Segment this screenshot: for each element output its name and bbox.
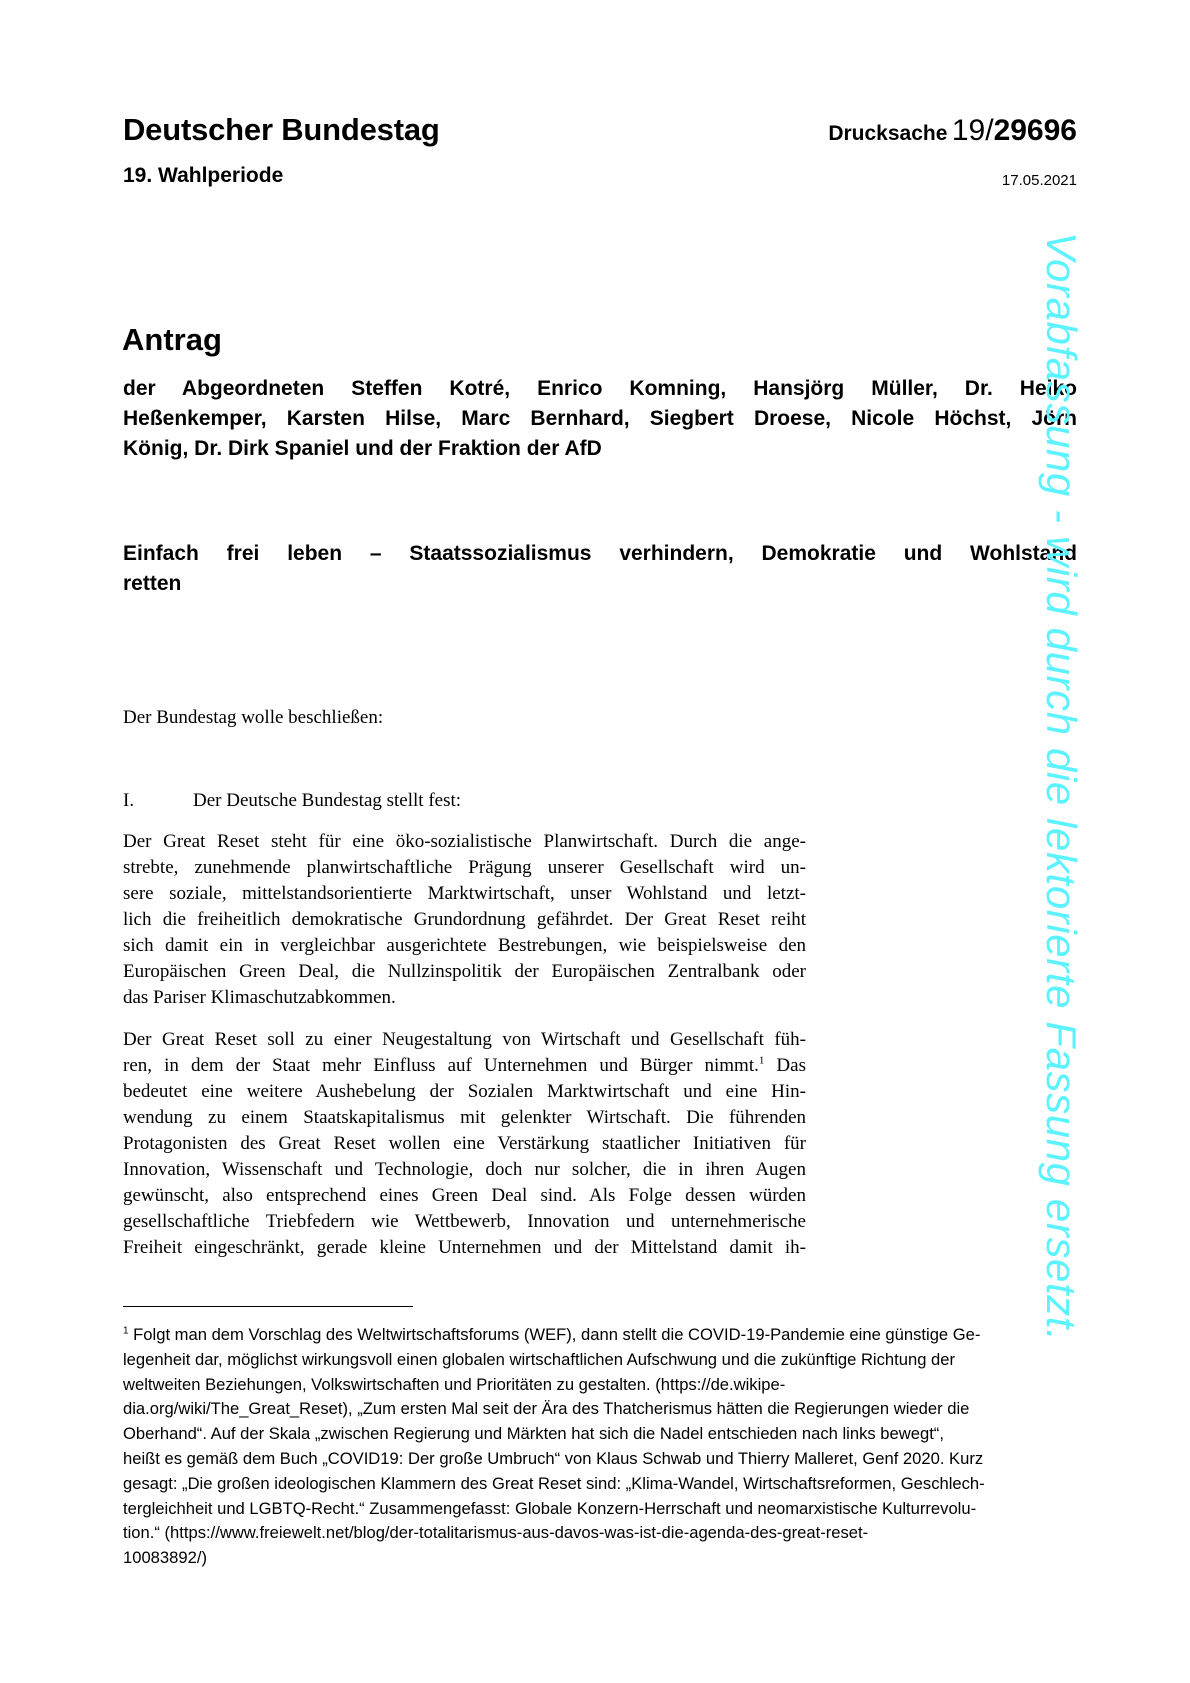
footnote-line: legenheit dar, möglichst wirkungsvoll einen globalen wirtschaftlichen Aufschwung und die zukünftige Richtung der xyxy=(123,1349,956,1369)
footnote-line: gesagt: „Die großen ideologischen Klammern des Great Reset sind: „Klima-Wandel, Wirtschaftsreformen, Geschlech- xyxy=(123,1473,985,1493)
footnote-separator xyxy=(123,1306,413,1307)
paragraph-line: lich die freiheitlich demokratische Grundordnung gefährdet. Der Great Reset reiht xyxy=(123,909,806,930)
drucksache-label: Drucksache xyxy=(828,122,948,145)
footnote xyxy=(123,1323,1063,1571)
motion-title-line: retten xyxy=(123,572,182,595)
paragraph-line: sere soziale, mittelstandsorientierte Marktwirtschaft, unser Wohlstand und letzt- xyxy=(123,883,806,904)
paragraph xyxy=(123,1027,806,1261)
paragraph-line-text: ren, in dem der Staat mehr Einfluss auf Unternehmen und Bürger nimmt. xyxy=(123,1055,759,1076)
authors-line: Heßenkemper, Karsten Hilse, Marc Bernhard, Siegbert Droese, Nicole Höchst, Jörn xyxy=(123,407,1077,430)
legislative-period: 19. Wahlperiode xyxy=(123,164,284,187)
footnote-line[interactable]: tion.“ (https://www.freiewelt.net/blog/der-totalitarismus-aus-davos-was-ist-die-agenda-des-great-reset- xyxy=(123,1523,869,1543)
paragraph-line: strebte, zunehmende planwirtschaftliche Prägung unserer Gesellschaft wird un- xyxy=(123,857,806,878)
footnote-line: heißt es gemäß dem Buch „COVID19: Der große Umbruch“ von Klaus Schwab und Thierry Malleret, Genf 2020. Kurz xyxy=(123,1448,984,1468)
paragraph-line: bedeutet eine weitere Aushebelung der Sozialen Marktwirtschaft und eine Hin- xyxy=(123,1081,806,1102)
document-type-heading: Antrag xyxy=(122,322,222,357)
motion-title-line: Einfach frei leben – Staatssozialismus verhindern, Demokratie und Wohlstand xyxy=(123,542,1077,565)
drucksache-prefix: 19/ xyxy=(951,114,994,147)
draft-watermark: Vorabfassung - wird durch die lektorierte Fassung ersetzt. xyxy=(1038,232,1085,1342)
section-title: Der Deutsche Bundestag stellt fest: xyxy=(193,790,462,811)
paragraph-line: Freiheit eingeschränkt, gerade kleine Unternehmen und der Mittelstand damit ih- xyxy=(123,1237,806,1258)
drucksache-id: 29696 xyxy=(993,114,1077,147)
paragraph-line xyxy=(123,1053,806,1079)
footnote-line: tergleichheit und LGBTQ-Recht.“ Zusammengefasst: Globale Konzern-Herrschaft und neomarxistische Kulturrevolu- xyxy=(123,1498,977,1518)
section-number: I. xyxy=(123,790,135,811)
motion-title xyxy=(123,539,1077,599)
paragraph-line: Innovation, Wissenschaft und Technologie, doch nur solcher, die in ihren Augen xyxy=(123,1159,806,1180)
footnote-number: 1 xyxy=(123,1325,129,1337)
paragraph-line: Europäischen Green Deal, die Nullzinspolitik der Europäischen Zentralbank oder xyxy=(123,961,806,982)
paragraph-line: wendung zu einem Staatskapitalismus mit gelenkter Wirtschaft. Die führenden xyxy=(123,1107,806,1128)
drucksache-number xyxy=(828,114,1077,148)
paragraph-line: Protagonisten des Great Reset wollen eine Verstärkung staatlicher Initiativen für xyxy=(123,1133,806,1154)
paragraph-line: gewünscht, also entsprechend eines Green Deal sind. Als Folge dessen würden xyxy=(123,1185,806,1206)
paragraph-line: sich damit ein in vergleichbar ausgerichtete Bestrebungen, wie beispielsweise den xyxy=(123,935,806,956)
paragraph-line: Der Great Reset steht für eine öko-sozialistische Planwirtschaft. Durch die ange- xyxy=(123,831,806,852)
footnote-line[interactable]: dia.org/wiki/The_Great_Reset), „Zum ersten Mal seit der Ära des Thatcherismus hätten die Regierungen wieder die xyxy=(123,1399,970,1419)
footnote-line[interactable]: 10083892/) xyxy=(123,1548,207,1568)
footnote-line[interactable]: weltweiten Beziehungen, Volkswirtschaften und Prioritäten zu gestalten. (https://de.wikipe- xyxy=(123,1374,786,1394)
institution-title: Deutscher Bundestag xyxy=(123,112,440,147)
paragraph-line-text: Das xyxy=(764,1055,806,1076)
document-date: 17.05.2021 xyxy=(1001,172,1077,189)
footnote-line: Oberhand“. Auf der Skala „zwischen Regierung und Märkten hat sich die Nadel entschieden nach links bewegt“, xyxy=(123,1424,944,1444)
authors-line: König, Dr. Dirk Spaniel und der Fraktion der AfD xyxy=(123,437,602,460)
paragraph-line: gesellschaftliche Triebfedern wie Wettbewerb, Innovation und unternehmerische xyxy=(123,1211,806,1232)
authors-line: der Abgeordneten Steffen Kotré, Enrico Komning, Hansjörg Müller, Dr. Heiko xyxy=(123,377,1077,400)
paragraph-line: das Pariser Klimaschutzabkommen. xyxy=(123,987,396,1008)
resolution-statement: Der Bundestag wolle beschließen: xyxy=(123,707,384,728)
footnote-reference[interactable]: 1 xyxy=(758,1054,765,1067)
footnote-line xyxy=(123,1323,1063,1348)
paragraph-line: Der Great Reset soll zu einer Neugestaltung von Wirtschaft und Gesellschaft füh- xyxy=(123,1029,806,1050)
paragraph xyxy=(123,829,806,1011)
footnote-line-text: Folgt man dem Vorschlag des Weltwirtschaftsforums (WEF), dann stellt die COVID-19-Pandemie eine günstige Ge- xyxy=(128,1325,981,1344)
authors-block xyxy=(123,374,1077,464)
